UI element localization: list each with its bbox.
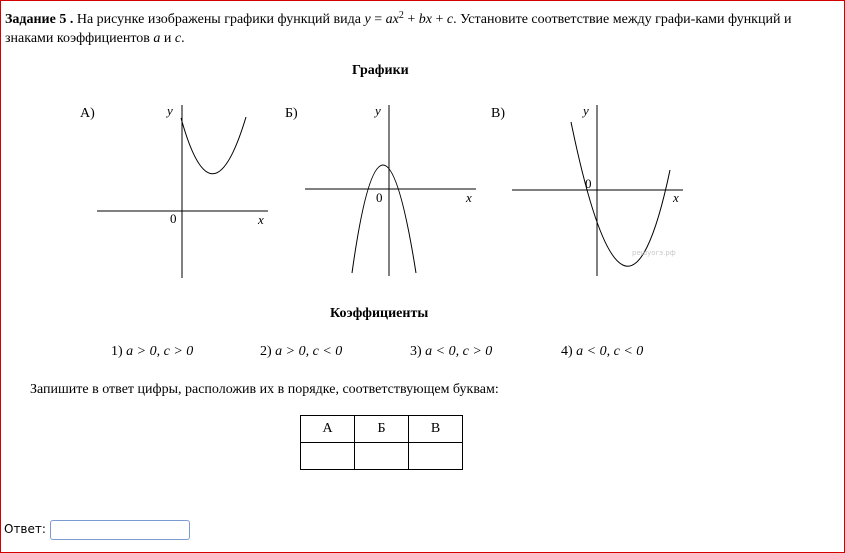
answer-input[interactable]: [50, 520, 190, 540]
x-label: x: [673, 190, 679, 205]
answer-grid-cell-a: [301, 443, 355, 470]
task-statement: Задание 5 . На рисунке изображены графики функций вида $y = ax^2$ + bx + c. Установите соответствие между графи-ками функций и знаками коэффициентов a и c.: [5, 10, 792, 46]
answer-grid-header-c: В: [409, 416, 463, 443]
answer-grid: [300, 415, 463, 470]
y-label: y: [583, 103, 589, 118]
coefficient-option-3: 3) a < 0, c > 0: [410, 344, 493, 359]
task-label: Задание 5 .: [5, 12, 74, 27]
answer-label: Ответ:: [4, 522, 46, 536]
origin-label: 0: [585, 176, 592, 191]
x-label: x: [258, 212, 264, 227]
y-label: y: [375, 103, 381, 118]
graph-c: [510, 100, 690, 282]
parabola: [352, 165, 416, 273]
watermark: решуогэ.рф: [632, 249, 676, 257]
origin-label: 0: [376, 190, 383, 205]
parabola: [181, 117, 246, 174]
graph-a-letter: А): [80, 106, 95, 121]
origin-label: 0: [170, 211, 177, 226]
x-label: x: [466, 190, 472, 205]
answer-grid-cell-c: [409, 443, 463, 470]
coefficients-heading: Коэффициенты: [330, 306, 429, 321]
graph-b: [303, 100, 483, 282]
graphs-heading: Графики: [352, 63, 409, 78]
coefficient-option-2: 2) a > 0, c < 0: [260, 344, 343, 359]
coefficient-option-4: 4) a < 0, c < 0: [561, 344, 644, 359]
answer-grid-value-row: [301, 443, 463, 470]
coefficient-option-1: 1) a > 0, c > 0: [111, 344, 194, 359]
parabola: [571, 122, 670, 266]
instruction-text: Запишите в ответ цифры, расположив их в порядке, соответствующем буквам:: [30, 382, 499, 397]
answer-grid-header-b: Б: [355, 416, 409, 443]
graph-b-letter: Б): [285, 106, 298, 121]
answer-grid-header-row: [301, 416, 463, 443]
graph-a: [95, 100, 275, 282]
y-label: y: [167, 103, 173, 118]
answer-grid-header-a: А: [301, 416, 355, 443]
answer-grid-cell-b: [355, 443, 409, 470]
graph-c-letter: В): [491, 106, 505, 121]
